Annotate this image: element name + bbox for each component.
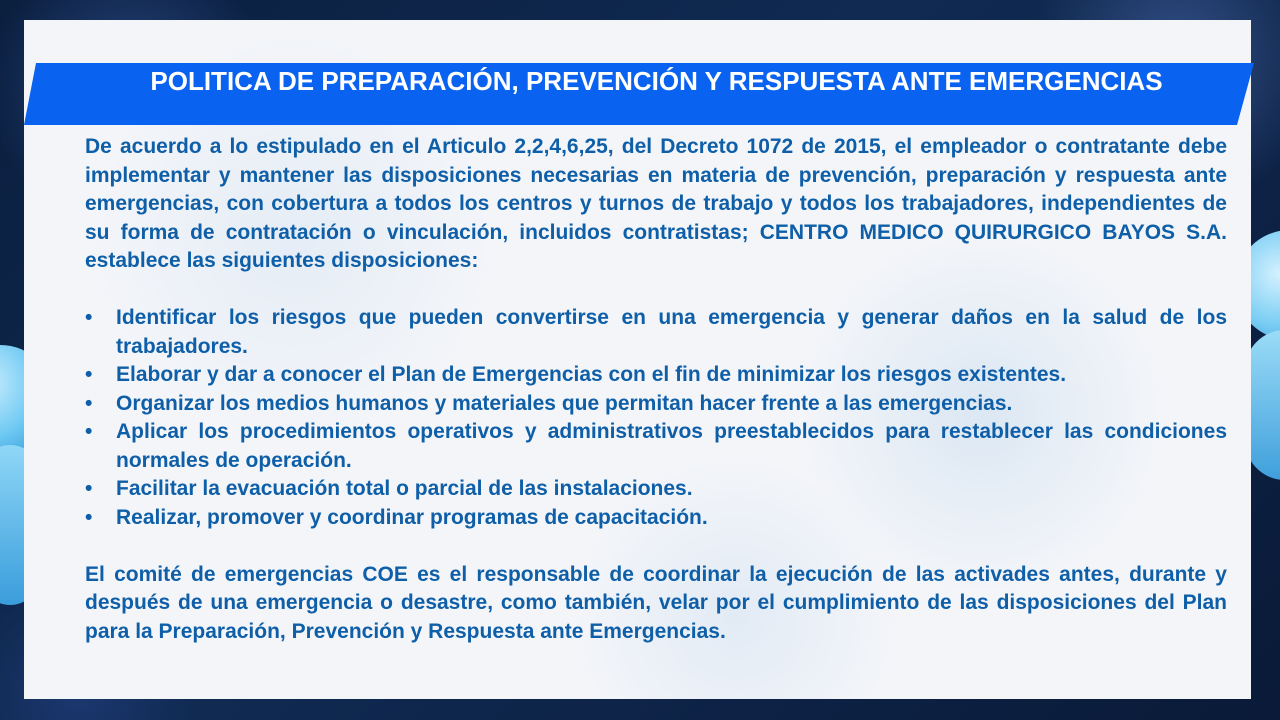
- bullet-icon: •: [85, 306, 93, 329]
- bullet-icon: •: [85, 505, 93, 529]
- list-item-text: Identificar los riesgos que pueden convertirse en una emergencia y generar daños en la salud de los trabajadores.: [116, 306, 1227, 358]
- list-item: [85, 504, 1227, 533]
- list-item: [85, 475, 1227, 504]
- slide-title: POLITICA DE PREPARACIÓN, PREVENCIÓN Y RESPUESTA ANTE EMERGENCIAS: [150, 66, 1163, 96]
- bullet-icon: •: [85, 391, 93, 415]
- bullet-icon: •: [85, 420, 93, 443]
- list-item: [85, 390, 1227, 419]
- slide-body: [85, 133, 1227, 646]
- paragraph-spacer: [85, 532, 1227, 561]
- closing-paragraph: El comité de emergencias COE es el responsable de coordinar la ejecución de las activades antes, durante y después de una emergencia o desastre, como también, velar por el cumplimiento de las disposiciones del Plan para la Preparación, Prevención y Respuesta ante Emergencias.: [85, 562, 1227, 643]
- slide-panel: [24, 20, 1251, 699]
- bullet-icon: •: [85, 477, 93, 500]
- list-item-text: Elaborar y dar a conocer el Plan de Emergencias con el fin de minimizar los riesgos existentes.: [116, 363, 1067, 386]
- paragraph-spacer: [85, 276, 1227, 305]
- list-item: [85, 361, 1227, 390]
- list-item: [85, 418, 1227, 475]
- list-item: [85, 304, 1227, 361]
- list-item-text: Realizar, promover y coordinar programas de capacitación.: [116, 505, 708, 529]
- list-item-text: Aplicar los procedimientos operativos y administrativos preestablecidos para restablecer las condiciones normales de operación.: [116, 420, 1227, 472]
- list-item-text: Organizar los medios humanos y materiales que permitan hacer frente a las emergencias.: [116, 391, 1013, 415]
- bullet-icon: •: [85, 363, 93, 386]
- intro-paragraph: De acuerdo a lo estipulado en el Articulo 2,2,4,6,25, del Decreto 1072 de 2015, el empleador o contratante debe implementar y mantener las disposiciones necesarias en materia de prevención, preparación y respuesta ante emergencias, con cobertura a todos los centros y turnos de trabajo y todos los trabajadores, independientes de su forma de contratación o vinculación, incluidos contratistas; CENTRO MEDICO QUIRURGICO BAYOS S.A. establece las siguientes disposiciones:: [85, 135, 1227, 272]
- list-item-text: Facilitar la evacuación total o parcial de las instalaciones.: [116, 477, 693, 500]
- bullet-list: [85, 304, 1227, 532]
